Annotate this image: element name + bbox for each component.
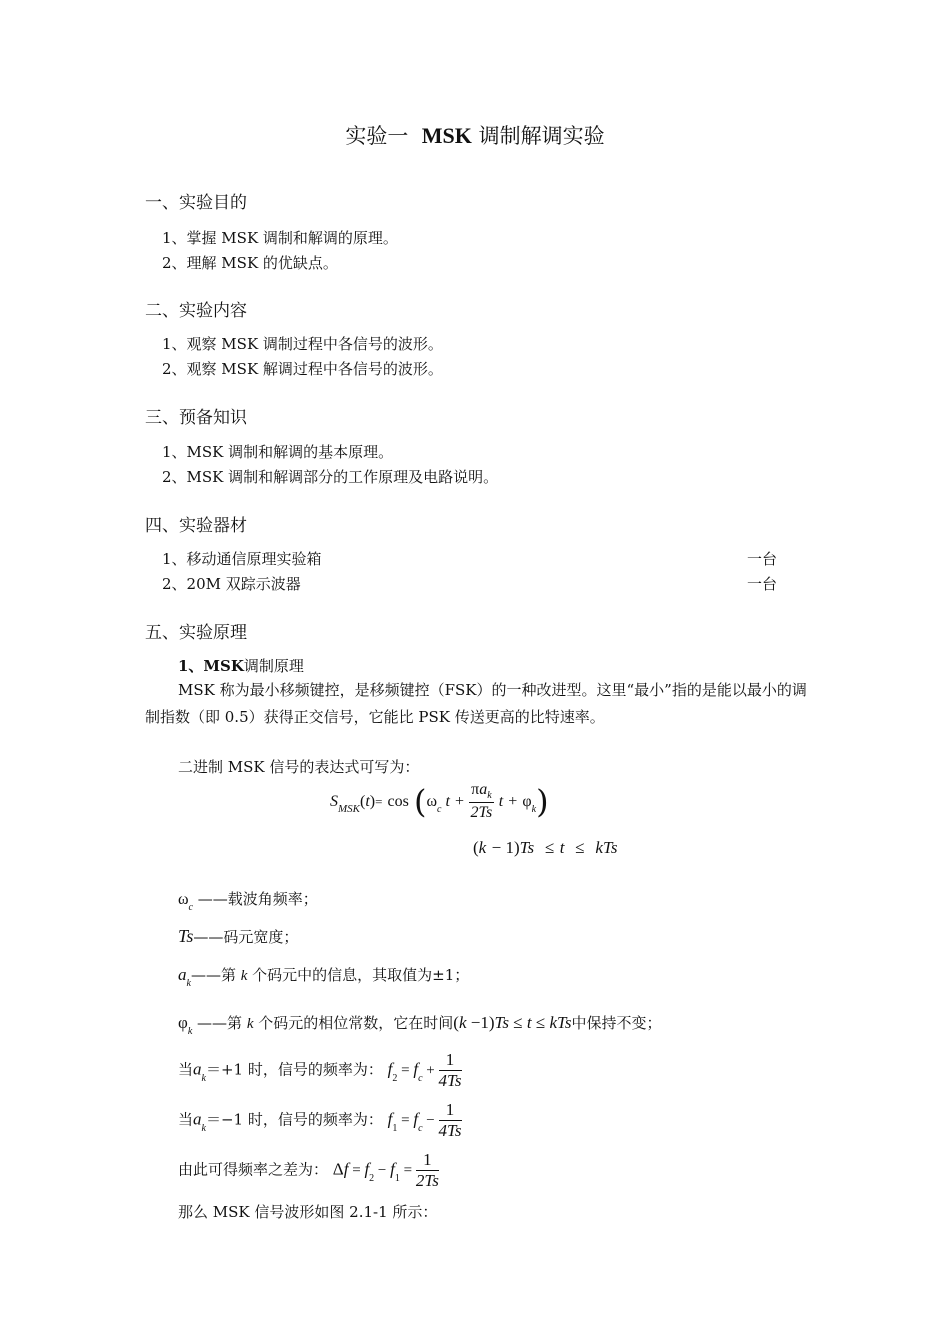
list-item: 2、理解 MSK 的优缺点。 xyxy=(162,254,338,272)
diff-text: 由此可得频率之差为： xyxy=(178,1160,329,1179)
title-bold: MSK xyxy=(421,123,472,148)
equipment-qty: 一台 xyxy=(747,550,778,568)
definition-phi-text-c: 中保持不变； xyxy=(571,1014,662,1032)
subsection-number: 1、MSK xyxy=(178,657,244,675)
section-heading-principle: 五、实验原理 xyxy=(145,623,247,643)
section-heading-purpose: 一、实验目的 xyxy=(145,193,247,213)
when-label: 当 xyxy=(178,1060,194,1079)
page-title xyxy=(0,120,950,150)
list-item: 1、MSK 调制和解调的基本原理。 xyxy=(162,443,394,461)
definition-ak-text-a: ——第 xyxy=(190,966,241,984)
list-item: 2、MSK 调制和解调部分的工作原理及电路说明。 xyxy=(162,468,499,486)
definition-wc-text: ——载波角频率； xyxy=(197,890,318,908)
subsection-text: 调制原理 xyxy=(243,657,304,675)
equipment-item: 1、移动通信原理实验箱 xyxy=(162,550,322,568)
definition-ts-text: ——码元宽度； xyxy=(193,928,299,946)
definition-phi: $\varphi_k$ ——第 k 个码元的相位常数，它在时间(k −1)Ts ≤ t ≤ kTs中保持不变； xyxy=(178,1013,662,1037)
case1-text: ＝+1 时，信号的频率为： xyxy=(205,1060,383,1079)
expression-intro: 二进制 MSK 信号的表达式可写为： xyxy=(178,758,420,776)
equipment-qty: 一台 xyxy=(747,575,778,593)
title-suffix: 调制解调实验 xyxy=(478,124,605,148)
frequency-difference: 由此可得频率之差为： $\Delta f = f_2 - f_1$ = $\frac{1}{2Ts}$ xyxy=(178,1150,439,1190)
definition-wc: $\omega_c$ ——载波角频率； xyxy=(178,890,318,913)
list-item: 1、观察 MSK 调制过程中各信号的波形。 xyxy=(162,335,443,353)
list-item: 2、观察 MSK 解调过程中各信号的波形。 xyxy=(162,360,443,378)
definition-phi-text-b: 个码元的相位常数，它在时间 xyxy=(253,1014,454,1032)
frequency-case-plus: 当$a_k=+1$ 时，信号的频率为： $f_2 = f_c$ + $\frac{1}{4Ts}$ xyxy=(178,1050,462,1090)
section-heading-equipment: 四、实验器材 xyxy=(145,516,247,536)
section-heading-content: 二、实验内容 xyxy=(145,301,247,321)
msk-formula: $S_{MSK}(t)= \cos (\omega_c$ t + $\frac{\pi a_k}{2Ts}$ $t + \varphi_k$) xyxy=(330,781,549,821)
when-label: 当 xyxy=(178,1110,194,1129)
definition-phi-text-a: ——第 xyxy=(197,1014,247,1032)
definition-ak: $a_k——$第 k 个码元中的信息，其取值为±1； xyxy=(178,965,470,989)
list-item: 1、掌握 MSK 调制和解调的原理。 xyxy=(162,229,398,247)
time-interval: (k − 1)Ts ≤ t ≤ kTs xyxy=(473,838,618,857)
section-heading-knowledge: 三、预备知识 xyxy=(145,408,247,428)
definition-ak-text-b: 个码元中的信息，其取值为±1； xyxy=(247,966,470,984)
figure-reference: 那么 MSK 信号波形如图 2.1-1 所示： xyxy=(178,1203,438,1221)
equipment-item: 2、20M 双踪示波器 xyxy=(162,575,301,593)
paragraph: MSK 称为最小移频键控，是移频键控（FSK）的一种改进型。这里“最小”指的是能以最小的调制指数（即 0.5）获得正交信号，它能比 PSK 传送更高的比特速率。 xyxy=(145,681,807,726)
case2-text: ＝−1 时，信号的频率为： xyxy=(205,1110,383,1129)
frequency-case-minus: 当$a_k=-1$ 时，信号的频率为： $f_1 = f_c$ − $\frac{1}{4Ts}$ xyxy=(178,1100,462,1140)
title-prefix: 实验一 xyxy=(345,124,409,148)
definition-ts: Ts——码元宽度； xyxy=(178,926,299,946)
subsection-heading xyxy=(178,655,304,676)
